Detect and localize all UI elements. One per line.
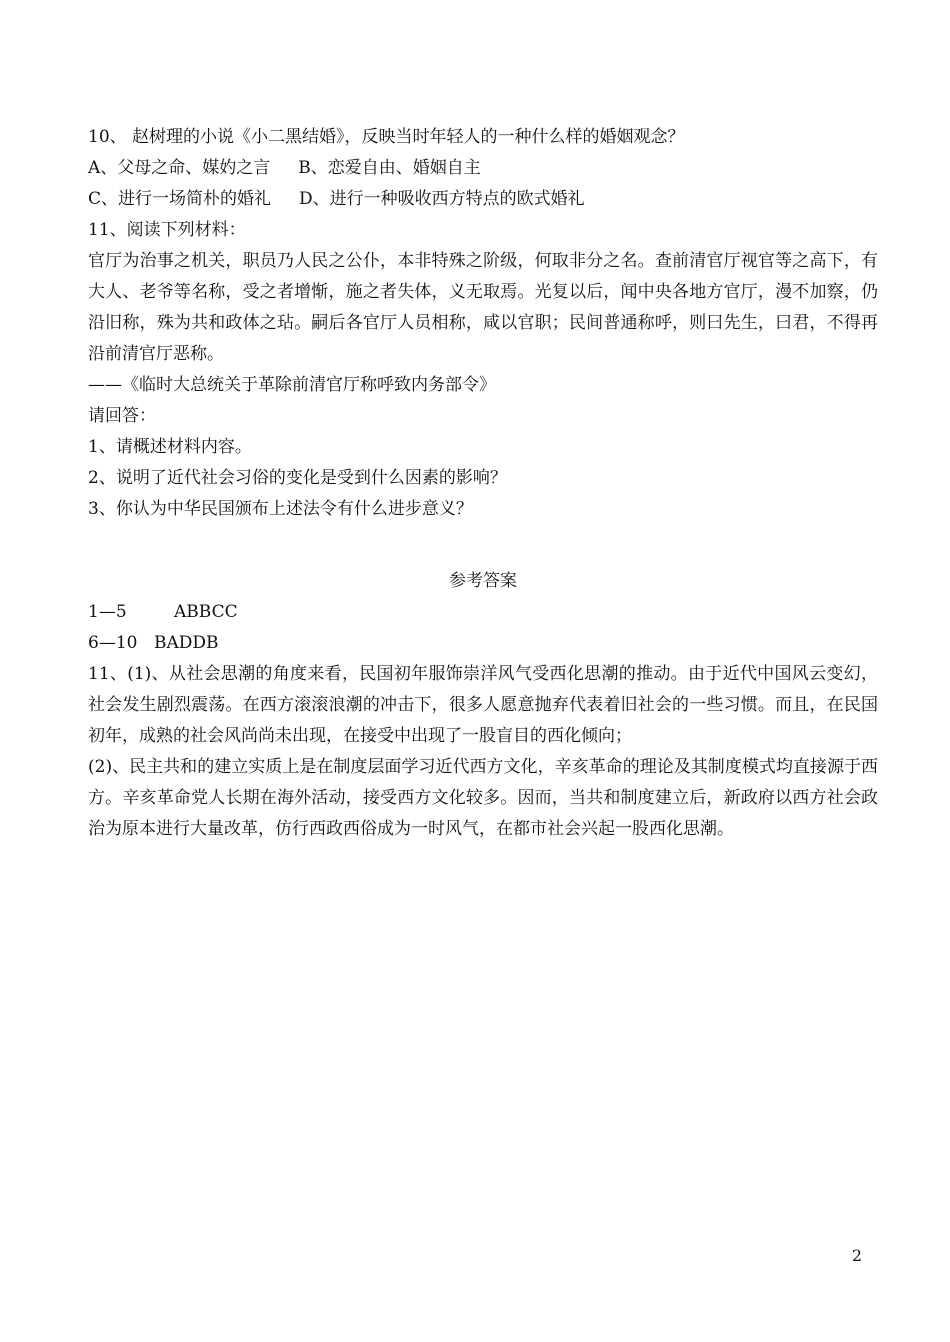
answer-key-row-1 [88,597,878,628]
page-number: 2 [851,1246,862,1265]
material-source: ——《临时大总统关于革除前清官厅称呼致内务部令》 [88,375,496,395]
answer-prompt: 请回答： [88,406,156,426]
answer-section [88,597,878,845]
question-11-material: 官厅为治事之机关，职员乃人民之公仆，本非特殊之阶级，何取非分之名。查前清官厅视官等之高下，有大人、老爷等名称，受之者增惭，施之者失体，义无取焉。光复以后，闻中央各地方官厅，漫不加察，仍沿旧称，殊为共和政体之玷。嗣后各官厅人员相称，咸以官职；民间普通称呼，则曰先生，曰君，不得再沿前清官厅恶称。 [88,251,878,364]
option-a: A、父母之命、媒妁之言 [88,158,271,178]
sub-question-3: 3、你认为中华民国颁布上述法令有什么进步意义？ [88,499,473,519]
question-10-options-row-2 [88,184,878,215]
question-11-answer-part-2: (2)、民主共和的建立实质上是在制度层面学习近代西方文化，辛亥革命的理论及其制度模式均直接源于西方。辛亥革命党人长期在海外活动，接受西方文化较多。因而，当共和制度建立后，新政府以西方社会政治为原本进行大量改革，仿行西政西俗成为一时风气，在都市社会兴起一股西化思潮。 [88,757,878,839]
answer-key-values-1: ABBCC [174,602,238,622]
answers-title: 参考答案 [449,571,517,591]
option-d: D、进行一种吸收西方特点的欧式婚礼 [299,189,585,209]
option-c: C、进行一场简朴的婚礼 [88,189,272,209]
answer-key-row-2 [88,628,878,659]
sub-question-2: 2、说明了近代社会习俗的变化是受到什么因素的影响？ [88,468,507,488]
option-b: B、恋爱自由、婚姻自主 [298,158,481,178]
answer-key-range-2: 6—10 [88,633,138,653]
answer-key-values-2: BADDB [154,633,219,653]
question-section [88,122,878,525]
question-11-stem: 11、阅读下列材料： [88,220,246,240]
question-10-options-row-1 [88,153,878,184]
question-11-answer-part-1: 11、(1)、从社会思潮的角度来看，民国初年服饰崇洋风气受西化思潮的推动。由于近代中国风云变幻，社会发生剧烈震荡。在西方滚滚浪潮的冲击下，很多人愿意抛弃代表着旧社会的一些习惯。而且，在民国初年，成熟的社会风尚尚未出现，在接受中出现了一股盲目的西化倾向； [88,664,878,746]
question-10-stem: 10、 赵树理的小说《小二黑结婚》，反映当时年轻人的一种什么样的婚姻观念？ [88,127,685,147]
answer-key-range-1: 1—5 [88,602,127,622]
sub-question-1: 1、请概述材料内容。 [88,437,252,457]
